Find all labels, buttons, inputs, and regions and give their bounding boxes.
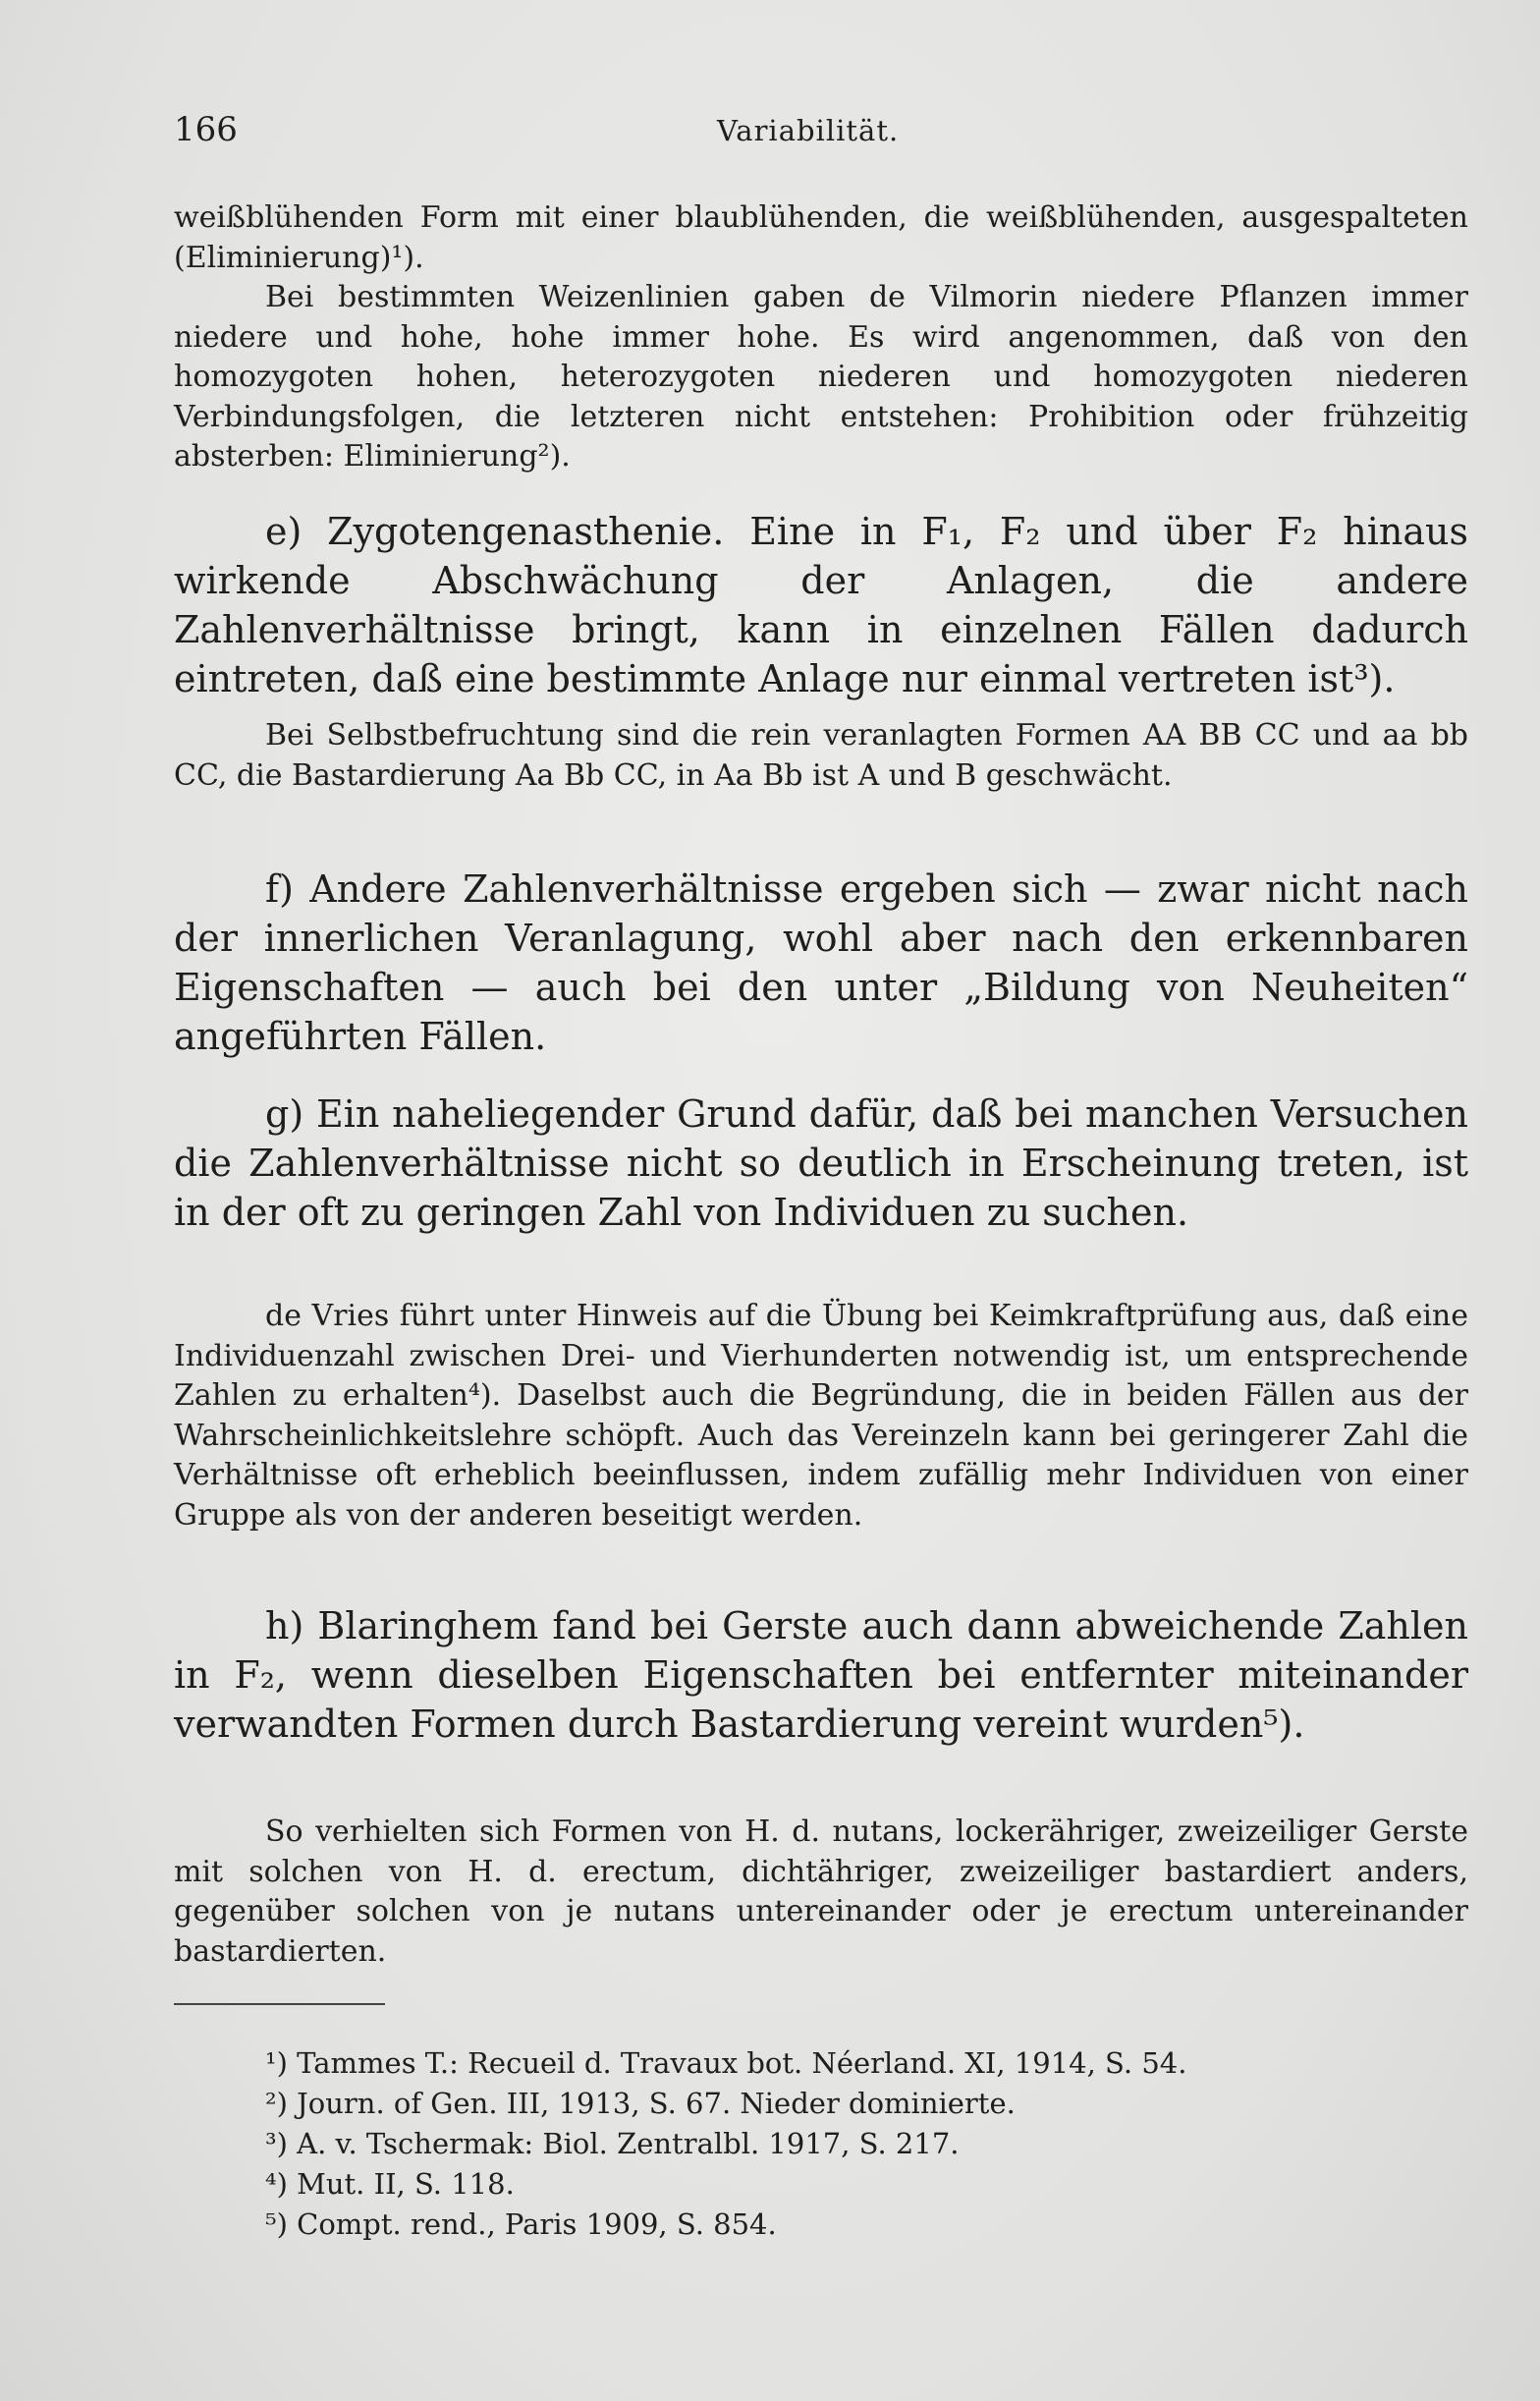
paragraph-selbstbefruchtung: Bei Selbstbefruchtung sind die rein veranlagten Formen AA BB CC und aa bb CC, die Bastardierung Aa Bb CC, in Aa Bb ist A und B geschwächt. xyxy=(174,718,1468,793)
page-header xyxy=(174,110,1470,159)
paragraph-weizenlinien: Bei bestimmten Weizenlinien gaben de Vilmorin niedere Pflanzen immer niedere und hohe, hohe immer hohe. Es wird angenommen, daß von den homozygoten hohen, heterozygoten niederen und homozygoten niederen Verbindungsfolgen, die letzteren nicht entstehen: Prohibition oder frühzeitig absterben: Eliminierung²). xyxy=(174,280,1468,474)
footnote-3: ³) A. v. Tschermak: Biol. Zentralbl. 1917, S. 217. xyxy=(265,2127,960,2160)
footnote-divider xyxy=(174,2003,385,2005)
section-h-blaringhem: h) Blaringhem fand bei Gerste auch dann abweichende Zahlen in F₂, wenn dieselben Eigenschaften bei entfernter miteinander verwandten Formen durch Bastardierung vereint wurden⁵). xyxy=(174,1604,1468,1746)
running-title: Variabilität. xyxy=(717,114,900,147)
section-g-individuenzahl: g) Ein naheliegender Grund dafür, daß bei manchen Versuchen die Zahlenverhältnisse nicht so deutlich in Erscheinung treten, ist in der oft zu geringen Zahl von Individuen zu suchen. xyxy=(174,1092,1468,1234)
page-number: 166 xyxy=(174,110,238,149)
paragraph-de-vries: de Vries führt unter Hinweis auf die Übung bei Keimkraftprüfung aus, daß eine Individuenzahl zwischen Drei- und Vierhunderten notwendig ist, um entsprechende Zahlen zu erhalten⁴). Daselbst auch die Begründung, die in beiden Fällen aus der Wahrscheinlichkeitslehre schöpft. Auch das Vereinzeln kann bei geringerer Zahl die Verhältnisse oft erheblich beeinflussen, indem zufällig mehr Individuen von einer Gruppe als von der anderen beseitigt werden. xyxy=(174,1299,1468,1533)
paragraph-gerste: So verhielten sich Formen von H. d. nutans, lockerähriger, zweizeiliger Gerste mit solchen von H. d. erectum, dichtähriger, zweizeiliger bastardiert anders, gegenüber solchen von je nutans untereinander oder je erectum untereinander bastardierten. xyxy=(174,1815,1468,1969)
section-e-zygotengenasthenie: e) Zygotengenasthenie. Eine in F₁, F₂ und über F₂ hinaus wirkende Abschwächung der Anlagen, die andere Zahlenverhältnisse bringt, kann in einzelnen Fällen dadurch eintreten, daß eine bestimmte Anlage nur einmal vertreten ist³). xyxy=(174,510,1468,700)
footnote-5: ⁵) Compt. rend., Paris 1909, S. 854. xyxy=(265,2207,777,2241)
section-f-zahlenverhaeltnisse: f) Andere Zahlenverhältnisse ergeben sich — zwar nicht nach der innerlichen Veranlagung, wohl aber nach den erkennbaren Eigenschaften — auch bei den unter „Bildung von Neuheiten“ angeführten Fällen. xyxy=(174,867,1468,1058)
footnote-4: ⁴) Mut. II, S. 118. xyxy=(265,2167,515,2201)
paragraph-continuation: weißblühenden Form mit einer blaublühenden, die weißblühenden, ausgespalteten (Eliminierung)¹). xyxy=(174,200,1468,275)
footnote-1: ¹) Tammes T.: Recueil d. Travaux bot. Néerland. XI, 1914, S. 54. xyxy=(265,2046,1187,2080)
footnote-2: ²) Journ. of Gen. III, 1913, S. 67. Nieder dominierte. xyxy=(265,2087,1016,2120)
footnotes xyxy=(174,2043,1468,2245)
